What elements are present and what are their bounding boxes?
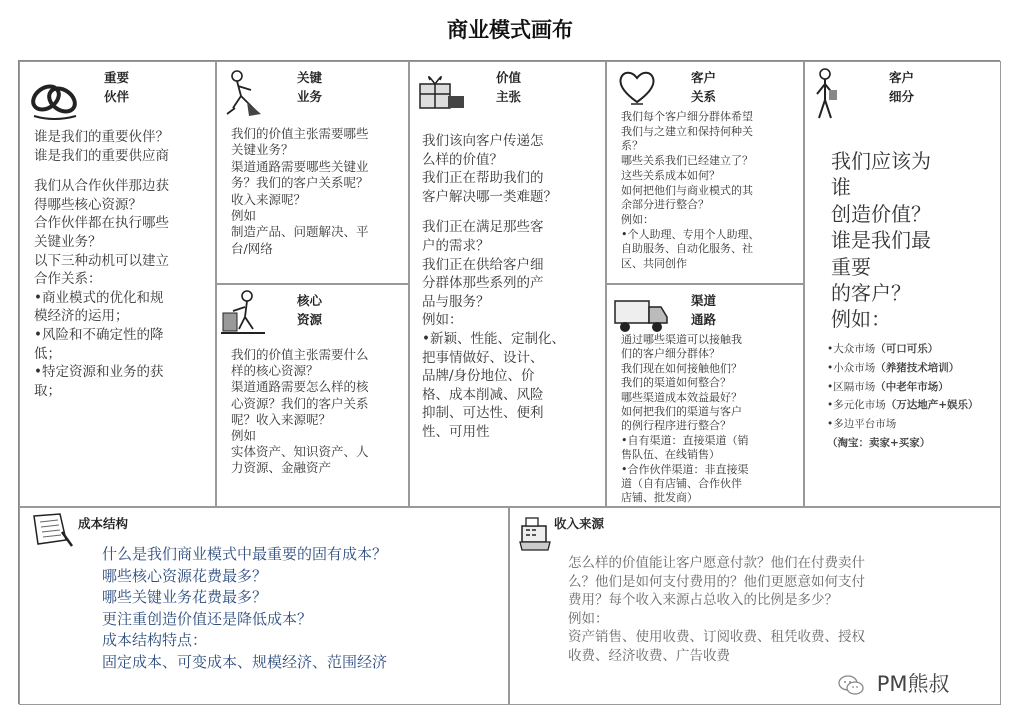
text-line: 关键业务？	[231, 142, 294, 158]
text-line: 售队伍、在线销售）	[621, 448, 720, 462]
text-line: 制造产品、问题解决、平	[231, 224, 369, 240]
heart-icon	[617, 68, 657, 106]
text-line: 品牌/身份地位、价	[422, 368, 535, 385]
text-line: 把事情做好、设计、	[422, 349, 544, 366]
text-line: 如何把他们与商业模式的其	[621, 183, 753, 197]
text-line: 分群体那些系列的产	[422, 275, 544, 292]
text-line: 谁是我们最	[831, 228, 931, 253]
text-line: 资产销售、使用收费、订阅收费、租凭收费、授权	[568, 629, 865, 646]
text-line: 我们正在供给客户细	[422, 256, 544, 273]
text-line: 费用？每个收入来源占总收入的比例是多少？	[568, 592, 838, 609]
customer-relationships-block	[606, 61, 804, 284]
key-activities-header-line2: 业务	[297, 89, 323, 104]
text-line: 合作关系：	[34, 271, 102, 288]
text-line: 例如	[231, 208, 257, 224]
text-line: 的客户？	[831, 281, 911, 306]
text-line: 们的客户细分群体？	[621, 347, 720, 361]
cash-register-icon	[518, 514, 554, 552]
text-line: 低；	[34, 345, 61, 362]
person-icon	[811, 66, 841, 122]
text-line: 我们的渠道如何整合？	[621, 376, 731, 390]
segment-example-note: （中老年市场）	[875, 380, 949, 393]
customer-segments-header-line2: 细分	[889, 89, 915, 104]
value-propositions-header-line1: 价值	[496, 70, 522, 85]
text-line	[34, 165, 214, 177]
text-line: 区、共同创作	[621, 257, 687, 271]
text-line: 台/网络	[231, 240, 273, 256]
key-activities-text	[231, 126, 407, 257]
text-line: 谁是我们的重要伙伴？	[34, 129, 169, 145]
text-line: 如何把我们的渠道与客户	[621, 405, 742, 419]
text-line: 模经济的运用；	[34, 308, 129, 325]
text-line: 更注重创造价值还是降低成本？	[102, 609, 313, 628]
segment-example	[827, 415, 999, 453]
text-line: 店铺、批发商）	[621, 491, 698, 505]
text-line: 我们的价值主张需要什么	[231, 347, 369, 362]
segment-example	[827, 340, 999, 359]
text-line: 例如：	[422, 312, 463, 329]
text-line: 我们正在帮助我们的	[422, 170, 544, 187]
text-line: 合作伙伴都在执行哪些	[34, 215, 169, 232]
chain-links-icon	[26, 72, 84, 124]
value-propositions-header	[496, 68, 521, 106]
segment-example-label: •小众市场	[827, 361, 876, 374]
text-line: 我们的价值主张需要哪些	[231, 126, 369, 141]
text-line: 渠道通路需要怎么样的核	[231, 379, 369, 395]
key-resources-header-line1: 核心	[297, 293, 323, 308]
text-line: 收入来源呢？	[231, 191, 307, 207]
watermark	[838, 668, 949, 698]
text-line: 例如：	[621, 212, 654, 226]
text-line: 什么是我们商业模式中最重要的固有成本？	[102, 545, 388, 563]
text-line: •新颖、性能、定制化、	[422, 330, 565, 347]
revenue-streams-header: 收入来源	[554, 516, 605, 531]
factory-worker-icon	[221, 289, 267, 337]
text-line: 我们正在满足那些客	[422, 219, 544, 236]
customer-relationships-header-line2: 关系	[691, 89, 717, 104]
text-line: 心资源？我们的客户关系	[231, 395, 369, 411]
text-line: 性、可用性	[422, 423, 490, 440]
customer-segments-examples	[827, 340, 999, 453]
key-activities-header	[297, 68, 322, 106]
key-partners-header-line2: 伙伴	[104, 89, 130, 104]
text-line: 我们每个客户细分群体希望	[621, 110, 753, 123]
text-line: 例如：	[831, 307, 891, 332]
text-line: 固定成本、可变成本、规模经济、范围经济	[102, 652, 388, 671]
truck-icon	[613, 293, 669, 337]
key-activities-block	[216, 61, 409, 284]
segment-example-label: •多元化市场	[827, 399, 886, 412]
text-line: 我们从合作伙伴那边获	[34, 178, 169, 195]
customer-segments-question	[831, 148, 1001, 333]
text-line: 么样的价值？	[422, 151, 503, 168]
text-line: 关键业务？	[34, 233, 102, 250]
text-line	[422, 206, 606, 218]
text-line: 务？我们的客户关系呢？	[231, 175, 369, 191]
channels-text	[621, 333, 803, 506]
watermark-text: PM熊叔	[876, 672, 950, 696]
text-line: 力资源、金融资产	[231, 460, 332, 476]
key-resources-text	[231, 347, 407, 477]
text-line: 我们现在如何接触他们？	[621, 361, 742, 375]
text-line: 重要	[831, 254, 871, 279]
key-partners-header-line1: 重要	[104, 70, 130, 85]
text-line: 创造价值？	[831, 201, 931, 226]
segment-example-label: •多边平台市场	[827, 418, 897, 431]
channels-block	[606, 284, 804, 507]
text-line: 例如	[231, 428, 257, 444]
text-line: 哪些核心资源花费最多？	[102, 566, 268, 585]
text-line: 哪些关系我们已经建立了？	[621, 154, 753, 168]
text-line: 样的核心资源？	[231, 363, 319, 379]
cost-structure-header: 成本结构	[78, 516, 129, 531]
text-line: 我们应该为	[831, 149, 931, 173]
value-propositions-text	[422, 132, 606, 442]
cost-structure-text	[102, 544, 502, 674]
business-model-canvas	[18, 60, 1000, 704]
segment-example	[827, 396, 999, 415]
segment-example-note: （可口可乐）	[875, 343, 939, 355]
text-line: 呢？收入来源呢？	[231, 411, 332, 427]
key-resources-header	[297, 291, 322, 329]
wechat-icon	[838, 674, 864, 696]
customer-segments-header	[889, 68, 914, 106]
segment-example-label: •大众市场	[827, 343, 876, 355]
text-line: 余部分进行整合？	[621, 198, 709, 212]
text-line: 我们与之建立和保持何种关	[621, 124, 753, 138]
key-partners-header	[104, 68, 129, 106]
text-line: •商业模式的优化和规	[34, 289, 164, 306]
segment-example-note: （养猪技术培训）	[875, 361, 960, 374]
customer-segments-block	[804, 61, 1001, 507]
key-resources-header-line2: 资源	[297, 312, 323, 327]
text-line: •个人助理、专用个人助理、	[621, 227, 760, 241]
text-line: 品与服务？	[422, 293, 490, 310]
text-line: 我们该向客户传递怎	[422, 133, 544, 149]
text-line: •合作伙伴渠道：非直接渠	[621, 462, 749, 476]
cost-structure-block	[19, 507, 509, 705]
text-line: 实体资产、知识资产、人	[231, 444, 369, 460]
text-line: 抑制、可达性、便利	[422, 405, 544, 422]
gift-icon	[416, 68, 468, 114]
text-line: 这些关系成本如何？	[621, 168, 720, 182]
text-line: •特定资源和业务的获	[34, 364, 164, 381]
text-line: 哪些关键业务花费最多？	[102, 588, 268, 607]
channels-header-line1: 渠道	[691, 293, 717, 308]
text-line: 通过哪些渠道可以接触我	[621, 333, 742, 346]
text-line: 成本结构特点：	[102, 631, 208, 650]
text-line: 取；	[34, 382, 61, 399]
key-resources-block	[216, 284, 409, 507]
text-line: 谁是我们的重要供应商	[34, 147, 169, 164]
customer-relationships-header	[691, 68, 716, 106]
channels-header-line2: 通路	[691, 312, 717, 327]
text-line: 户的需求？	[422, 237, 490, 254]
segment-example-note: （淘宝：卖家+买家）	[827, 436, 931, 449]
text-line: 自助服务、自动化服务、社	[621, 242, 753, 256]
text-line: 渠道通路需要哪些关键业	[231, 158, 369, 174]
text-line: 怎么样的价值能让客户愿意付款？他们在付费卖什	[568, 555, 865, 571]
value-propositions-header-line2: 主张	[496, 89, 522, 104]
text-line: 道（自有店铺、合作伙伴	[621, 477, 742, 491]
text-line: 以下三种动机可以建立	[34, 252, 169, 269]
text-line: 么？他们是如何支付费用的？他们更愿意如何支付	[568, 573, 865, 590]
channels-header	[691, 291, 716, 329]
text-line: 格、成本削减、风险	[422, 386, 544, 403]
segment-example	[827, 359, 999, 378]
text-line: 例如：	[568, 610, 609, 627]
text-line: 系？	[621, 139, 643, 153]
worker-icon	[221, 68, 265, 118]
customer-relationships-text	[621, 110, 803, 272]
text-line: 的例行程序进行整合？	[621, 419, 731, 433]
key-partners-text	[34, 128, 214, 400]
segment-example	[827, 378, 999, 397]
text-line: •风险和不确定性的降	[34, 326, 164, 343]
text-line: 收费、经济收费、广告收费	[568, 647, 730, 664]
canvas-title: 商业模式画布	[447, 18, 573, 42]
text-line: 谁	[831, 175, 851, 200]
segment-example-note: （万达地产+娱乐）	[885, 399, 979, 412]
revenue-streams-text	[568, 554, 988, 666]
text-line: 客户解决哪一类难题？	[422, 188, 557, 205]
text-line: 哪些渠道成本效益最好？	[621, 390, 742, 404]
key-activities-header-line1: 关键	[297, 70, 323, 85]
segment-example-label: •区隔市场	[827, 380, 876, 393]
key-partners-block	[19, 61, 216, 507]
text-line: •自有渠道：直接渠道（销	[621, 433, 749, 447]
value-propositions-block	[409, 61, 606, 507]
text-line: 得哪些核心资源？	[34, 196, 142, 213]
customer-segments-header-line1: 客户	[889, 70, 915, 85]
customer-relationships-header-line1: 客户	[691, 70, 717, 85]
document-icon	[28, 512, 74, 548]
